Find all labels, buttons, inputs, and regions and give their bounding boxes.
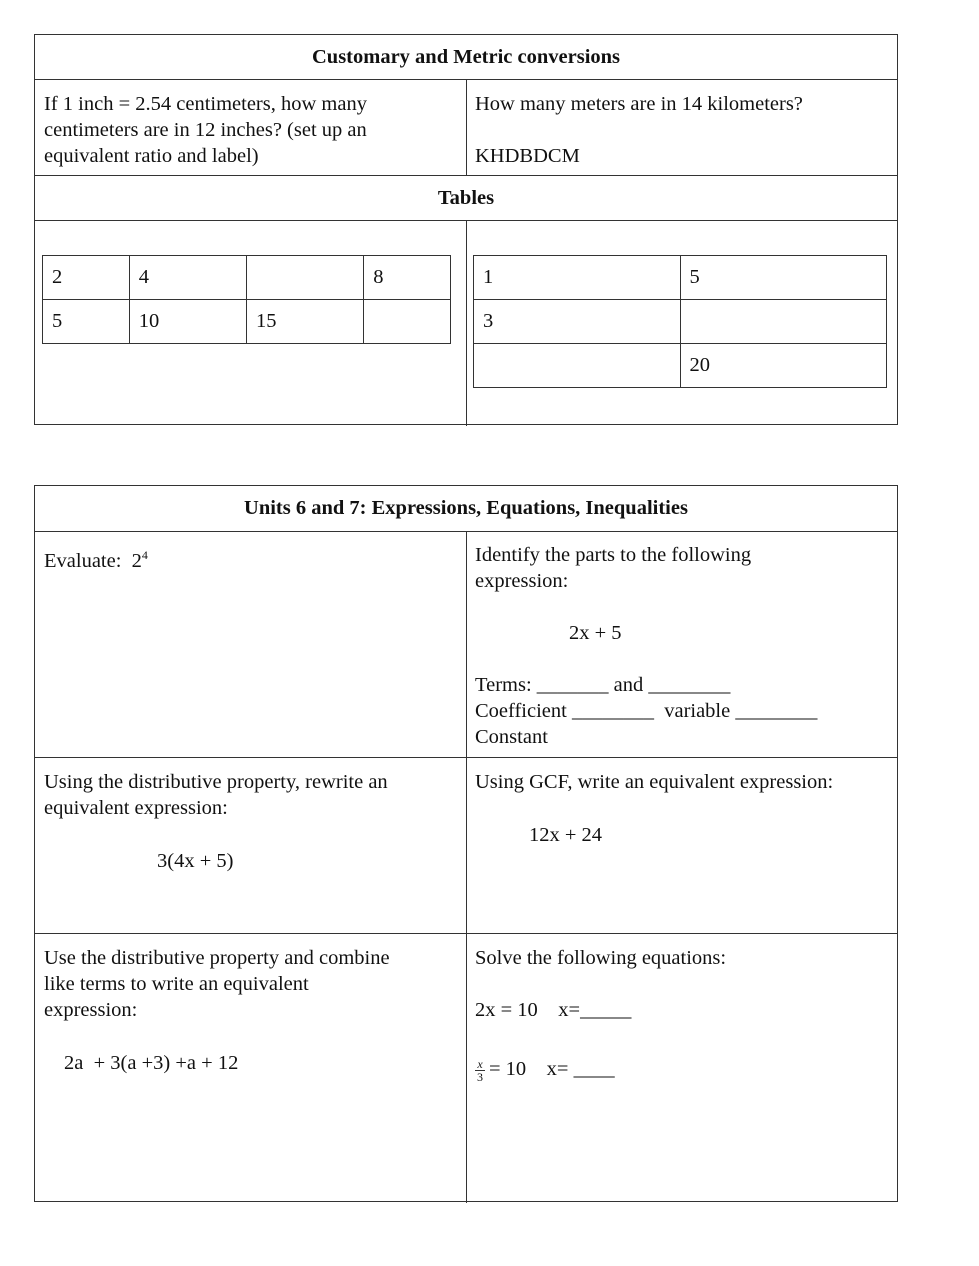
cell[interactable]: 3 bbox=[474, 300, 681, 344]
distributive-prompt: Using the distributive property, rewrite an equivalent expression: bbox=[44, 771, 388, 819]
cell[interactable]: 1 bbox=[474, 256, 681, 300]
expressions-table bbox=[34, 485, 898, 1202]
inch-question: If 1 inch = 2.54 centimeters, how many centimeters are in 12 inches? (set up an equivalent ratio and label) bbox=[44, 93, 367, 167]
ratio-table-right bbox=[473, 255, 887, 388]
km-question: How many meters are in 14 kilometers? bbox=[475, 93, 803, 115]
distributive-expression: 3(4x + 5) bbox=[157, 850, 234, 872]
constant-line: Constant bbox=[475, 726, 548, 748]
identify-expression: 2x + 5 bbox=[569, 622, 622, 644]
ratio-table-left bbox=[42, 255, 451, 344]
equation-1: 2x = 10 x=_____ bbox=[475, 999, 632, 1021]
cell[interactable]: 15 bbox=[246, 300, 363, 344]
cell[interactable] bbox=[474, 344, 681, 388]
tables-header: Tables bbox=[35, 175, 897, 221]
gcf-prompt: Using GCF, write an equivalent expression: bbox=[475, 771, 834, 793]
cell[interactable] bbox=[364, 300, 451, 344]
cell[interactable]: 5 bbox=[680, 256, 887, 300]
combine-expression: 2a + 3(a +3) +a + 12 bbox=[64, 1052, 239, 1074]
coefficient-line: Coefficient ________ variable ________ bbox=[475, 700, 818, 722]
evaluate-prompt: Evaluate: $2^4$ bbox=[44, 548, 148, 572]
cell[interactable] bbox=[246, 256, 363, 300]
cell[interactable]: 5 bbox=[43, 300, 130, 344]
identify-prompt: Identify the parts to the following expression: bbox=[475, 544, 752, 592]
equation-2: $\frac{x}{3}$ = 10 x= ____ bbox=[477, 1056, 615, 1084]
cell[interactable]: 4 bbox=[129, 256, 246, 300]
cell[interactable]: 10 bbox=[129, 300, 246, 344]
expressions-header: Units 6 and 7: Expressions, Equations, Inequalities bbox=[35, 486, 897, 532]
fraction-x-over-3: $\frac{x}{3}$ bbox=[477, 1056, 483, 1084]
metric-mnemonic: KHDBDCM bbox=[475, 145, 580, 167]
cell[interactable]: 20 bbox=[680, 344, 887, 388]
gcf-expression: 12x + 24 bbox=[529, 824, 603, 846]
combine-prompt: Use the distributive property and combine like terms to write an equivalent expression: bbox=[44, 947, 390, 1021]
solve-prompt: Solve the following equations: bbox=[475, 947, 727, 969]
conversions-header: Customary and Metric conversions bbox=[35, 35, 897, 80]
cell[interactable]: 8 bbox=[364, 256, 451, 300]
terms-line: Terms: _______ and ________ bbox=[475, 674, 731, 696]
cell[interactable]: 2 bbox=[43, 256, 130, 300]
cell[interactable] bbox=[680, 300, 887, 344]
